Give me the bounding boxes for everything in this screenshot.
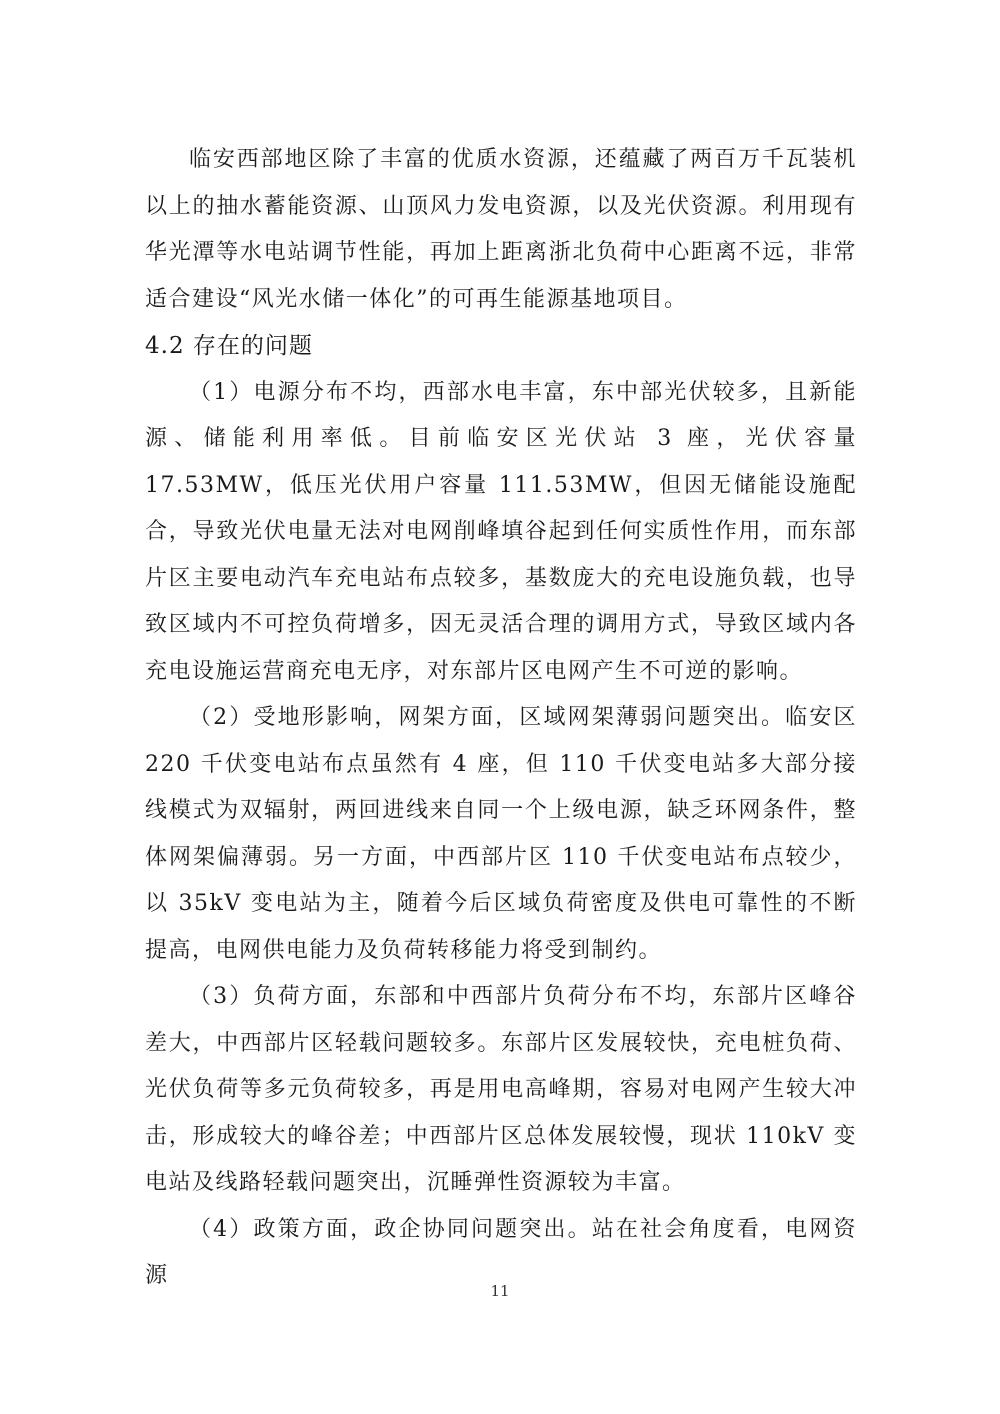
page-number: 11 [490, 1282, 510, 1300]
page-body [145, 137, 857, 1300]
issue-paragraph-2: （2）受地形影响，网架方面，区域网架薄弱问题突出。临安区 220 千伏变电站布点虽然有 4 座，但 110 千伏变电站多大部分接线模式为双辐射，两回进线来自同一个上级电源，缺乏环网条件，整体网架偏薄弱。另一方面，中西部片区 110 千伏变电站布点较少，以 35kV 变电站为主，随着今后区域负荷密度及供电可靠性的不断提高，电网供电能力及负荷转移能力将受到制约。 [145, 705, 857, 963]
intro-paragraph: 临安西部地区除了丰富的优质水资源，还蕴藏了两百万千瓦装机以上的抽水蓄能资源、山顶风力发电资源，以及光伏资源。利用现有华光潭等水电站调节性能，再加上距离浙北负荷中心距离不远，非常适合建设“风光水储一体化”的可再生能源基地项目。 [145, 147, 857, 312]
issue-paragraph-3: （3）负荷方面，东部和中西部片负荷分布不均，东部片区峰谷差大，中西部片区轻载问题较多。东部片区发展较快，充电桩负荷、光伏负荷等多元负荷较多，再是用电高峰期，容易对电网产生较大冲击，形成较大的峰谷差；中西部片区总体发展较慢，现状 110kV 变电站及线路轻载问题突出，沉睡弹性资源较为丰富。 [145, 984, 857, 1195]
issue-paragraph-1: （1）电源分布不均，西部水电丰富，东中部光伏较多，且新能源、储能利用率低。目前临安区光伏站 3 座，光伏容量 17.53MW，低压光伏用户容量 111.53MW，但因无储能设施配合，导致光伏电量无法对电网削峰填谷起到任何实质性作用，而东部片区主要电动汽车充电站布点较多，基数庞大的充电设施负载，也导致区域内不可控负荷增多，因无灵活合理的调用方式，导致区域内各充电设施运营商充电无序，对东部片区电网产生不可逆的影响。 [145, 379, 857, 684]
issue-paragraph-4: （4）政策方面，政企协同问题突出。站在社会角度看，电网资源 [145, 1216, 857, 1288]
section-heading: 4.2 存在的问题 [145, 333, 313, 359]
